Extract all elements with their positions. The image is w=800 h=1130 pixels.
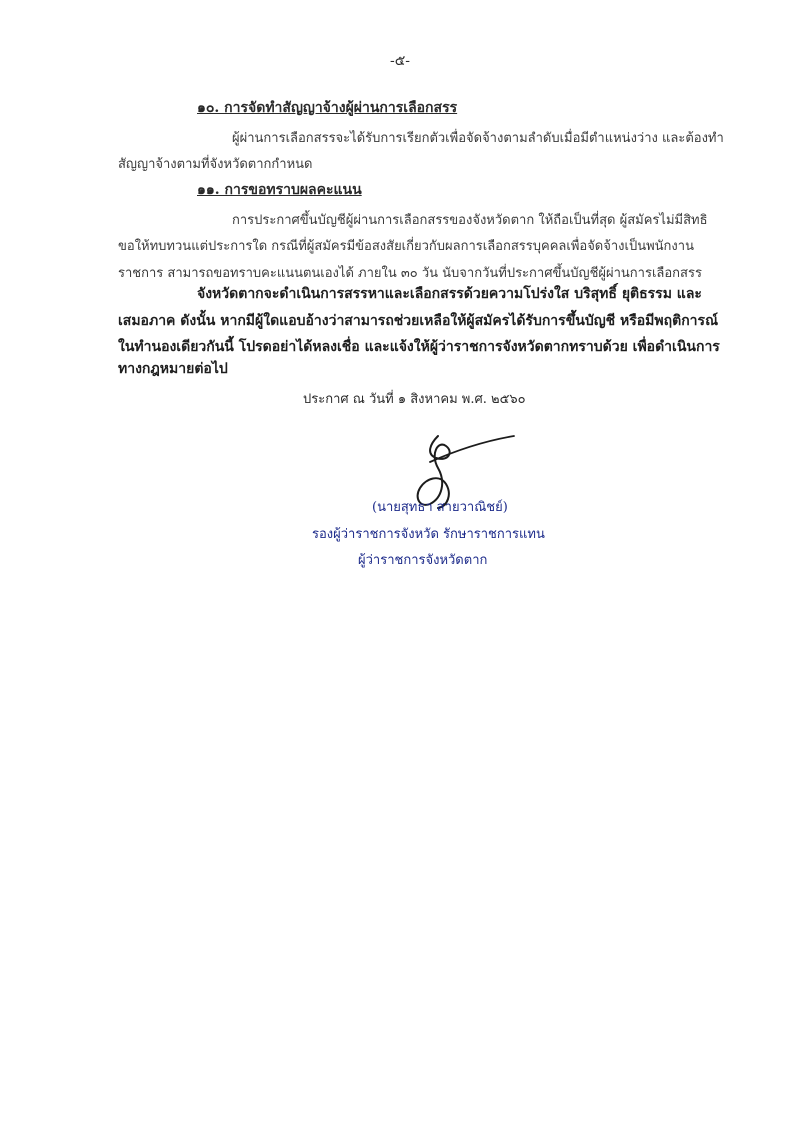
section-11-line-3: ราชการ สามารถขอทราบคะแนนตนเองได้ ภายใน ๓๐ วัน นับจากวันที่ประกาศขึ้นบัญชีผู้ผ่านการเลือกสรร bbox=[118, 266, 702, 281]
notice-line-2: เสมอภาค ดังนั้น หากมีผู้ใดแอบอ้างว่าสามารถช่วยเหลือให้ผู้สมัครได้รับการขึ้นบัญชี หรือมีพฤติการณ์ bbox=[118, 313, 719, 329]
announcement-date: ประกาศ ณ วันที่ ๑ สิงหาคม พ.ศ. ๒๕๖๐ bbox=[303, 392, 526, 407]
notice-line-3: ในทำนองเดียวกันนี้ โปรดอย่าได้หลงเชื่อ และแจ้งให้ผู้ว่าราชการจังหวัดตากทราบด้วย เพื่อดำเนินการ bbox=[118, 339, 720, 355]
signatory-name: (นายสุทธา สายวาณิชย์) bbox=[372, 500, 508, 515]
notice-line-4: ทางกฎหมายต่อไป bbox=[118, 361, 228, 377]
section-11-line-2: ขอให้ทบทวนแต่ประการใด กรณีที่ผู้สมัครมีข้อสงสัยเกี่ยวกับผลการเลือกสรรบุคคลเพื่อจัดจ้างเป็นพนักงาน bbox=[118, 239, 694, 254]
signatory-position-line-2: ผู้ว่าราชการจังหวัดตาก bbox=[358, 553, 488, 568]
section-11-heading: ๑๑. การขอทราบผลคะแนน bbox=[197, 182, 362, 198]
page-number: -๕- bbox=[389, 53, 411, 69]
signatory-position-line-1: รองผู้ว่าราชการจังหวัด รักษาราชการแทน bbox=[312, 527, 545, 542]
notice-line-1: จังหวัดตากจะดำเนินการสรรหาและเลือกสรรด้วยความโปร่งใส บริสุทธิ์ ยุติธรรม และ bbox=[197, 286, 702, 302]
section-10-line-1: ผู้ผ่านการเลือกสรรจะได้รับการเรียกตัวเพื่อจัดจ้างตามลำดับเมื่อมีตำแหน่งว่าง และต้องทำ bbox=[232, 131, 724, 146]
section-10-line-2: สัญญาจ้างตามที่จังหวัดตากกำหนด bbox=[118, 157, 313, 172]
section-11-line-1: การประกาศขึ้นบัญชีผู้ผ่านการเลือกสรรของจังหวัดตาก ให้ถือเป็นที่สุด ผู้สมัครไม่มีสิทธิ bbox=[232, 213, 708, 228]
section-10-heading: ๑๐. การจัดทำสัญญาจ้างผู้ผ่านการเลือกสรร bbox=[197, 100, 458, 116]
